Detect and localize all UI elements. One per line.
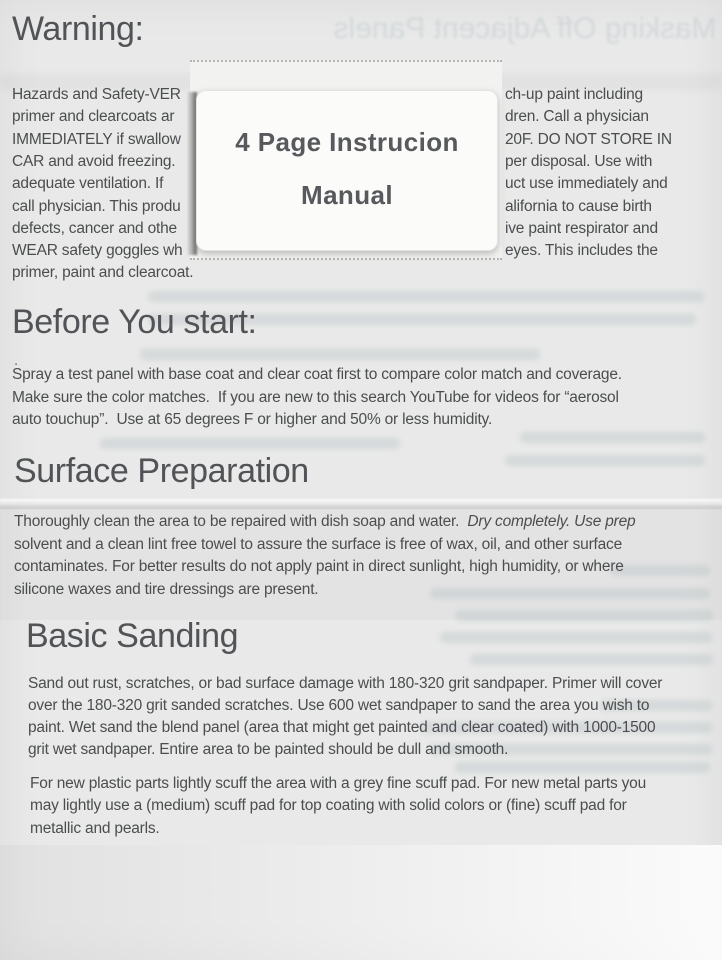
ghost-text-line bbox=[520, 432, 705, 443]
ghost-text-line bbox=[148, 291, 704, 302]
warning-text-last-line: primer, paint and clearcoat. bbox=[12, 264, 194, 281]
sticker-text-line2: Manual bbox=[301, 180, 393, 210]
sanding-text-line: metallic and pearls. bbox=[30, 820, 160, 837]
warning-text-left: adequate ventilation. If bbox=[12, 175, 164, 192]
surface-text-line bbox=[14, 513, 635, 531]
warning-heading: Warning: bbox=[12, 10, 144, 48]
warning-text-right: per disposal. Use with bbox=[505, 153, 653, 170]
surface-preparation-heading: Surface Preparation bbox=[14, 452, 309, 490]
before-text-line: auto touchup”. Use at 65 degrees F or higher and 50% or less humidity. bbox=[12, 411, 493, 428]
manual-sticker bbox=[196, 90, 498, 251]
warning-text-left: primer and clearcoats ar bbox=[12, 108, 175, 125]
sanding-text-line: For new plastic parts lightly scuff the area with a grey fine scuff pad. For new metal parts you bbox=[30, 775, 647, 792]
warning-text-left: call physician. This produ bbox=[12, 198, 181, 215]
surface-text-line: silicone waxes and tire dressings are present. bbox=[14, 581, 319, 598]
surface-text-line: contaminates. For better results do not apply paint in direct sunlight, high humidity, or where bbox=[14, 558, 624, 575]
stray-period-mark: . bbox=[14, 352, 19, 369]
warning-text-right: dren. Call a physician bbox=[505, 108, 649, 125]
sanding-text-line: paint. Wet sand the blend panel (area that might get painted and clear coated) with 1000-1500 bbox=[28, 719, 656, 736]
ghost-heading-bleedthrough: Masking Off Adjacent Panels bbox=[333, 12, 717, 45]
ghost-text-line bbox=[470, 654, 713, 665]
ghost-text-line bbox=[455, 610, 713, 621]
sanding-text-line: Sand out rust, scratches, or bad surface damage with 180-320 grit sandpaper. Primer will cover bbox=[28, 675, 663, 692]
ghost-text-line bbox=[610, 565, 710, 576]
warning-text-right: ch-up paint including bbox=[505, 86, 643, 103]
warning-text-right: eyes. This includes the bbox=[505, 242, 658, 259]
ghost-text-line bbox=[440, 632, 712, 643]
ghost-text-line bbox=[100, 438, 400, 449]
before-text-line: Spray a test panel with base coat and clear coat first to compare color match and coverage. bbox=[12, 366, 622, 383]
warning-text-left: IMMEDIATELY if swallow bbox=[12, 131, 181, 148]
warning-text-right: 20F. DO NOT STORE IN bbox=[505, 131, 672, 148]
warning-text-right: ive paint respirator and bbox=[505, 220, 658, 237]
surface-text-line: solvent and a clean lint free towel to assure the surface is free of wax, oil, and other surface bbox=[14, 536, 623, 553]
basic-sanding-heading: Basic Sanding bbox=[26, 617, 239, 655]
ghost-text-line bbox=[505, 455, 705, 466]
before-text-line: Make sure the color matches. If you are new to this search YouTube for videos for “aerosol bbox=[12, 389, 619, 406]
warning-text-right: alifornia to cause birth bbox=[505, 198, 652, 215]
sticker-text-line1: 4 Page Instrucion bbox=[235, 127, 459, 157]
warning-text-right: uct use immediately and bbox=[505, 175, 668, 192]
paper-bottom-gradient bbox=[0, 845, 722, 960]
warning-text-left: defects, cancer and othe bbox=[12, 220, 177, 237]
surface-text-italic: Dry completely. Use prep bbox=[467, 513, 636, 530]
ghost-text-line bbox=[455, 762, 710, 773]
paper-overlap-edge bbox=[0, 499, 722, 509]
before-you-start-heading: Before You start: bbox=[12, 303, 257, 341]
warning-text-left: WEAR safety goggles wh bbox=[12, 242, 183, 259]
ghost-text-line bbox=[140, 349, 540, 360]
ghost-text-line bbox=[430, 588, 710, 599]
warning-text-left: CAR and avoid freezing. bbox=[12, 153, 176, 170]
surface-text-normal: Thoroughly clean the area to be repaired with dish soap and water. bbox=[14, 513, 468, 530]
sanding-text-line: grit wet sandpaper. Entire area to be painted should be dull and smooth. bbox=[28, 741, 509, 758]
warning-text-left: Hazards and Safety-VER bbox=[12, 86, 181, 103]
sanding-text-line: over the 180-320 grit sanded scratches. Use 600 wet sandpaper to sand the area you wish to bbox=[28, 697, 650, 714]
sanding-text-line: may lightly use a (medium) scuff pad for top coating with solid colors or (fine) scuff pad for bbox=[30, 797, 627, 814]
